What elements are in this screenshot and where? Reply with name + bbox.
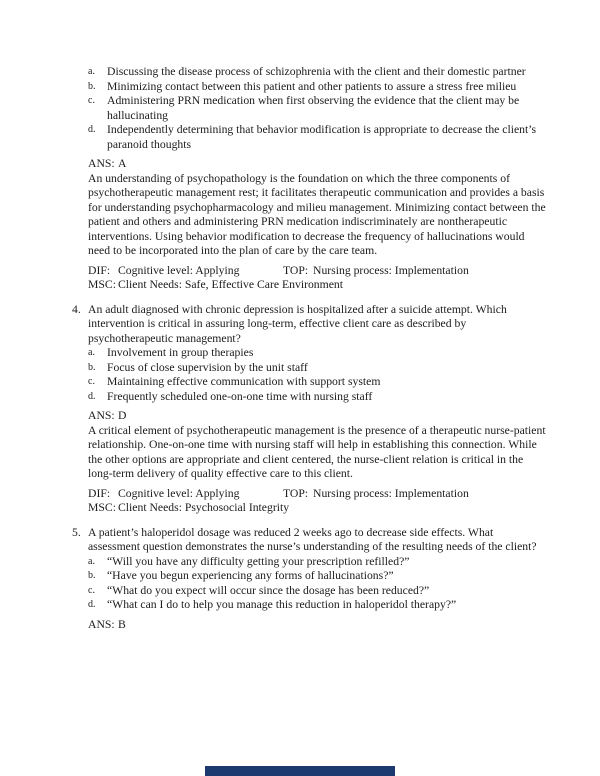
option-text: Discussing the disease process of schizophrenia with the client and their domestic partner (107, 65, 526, 78)
msc-label: MSC: (88, 278, 116, 291)
option-row (88, 598, 546, 613)
answer-line (88, 157, 546, 172)
msc-row (88, 501, 546, 516)
option-text: “What do you expect will occur since the dosage has been reduced?” (107, 583, 430, 597)
option-text: Maintaining effective communication with support system (107, 375, 381, 388)
question-block-4 (72, 303, 546, 516)
option-row (88, 123, 546, 152)
question-head (72, 303, 546, 347)
option-text: Minimizing contact between this patient and other patients to assure a stress free milieu (107, 79, 517, 93)
msc-row (88, 278, 546, 293)
option-row (88, 346, 546, 361)
rationale-text: An understanding of psychopathology is the foundation on which the three components of psychotherapeutic management rest; it facilitates therapeutic communication and provides a basis for understanding psychopharmacology and milieu management. Minimizing contact between the patient and others and administering PRN medication indiscriminately are nontherapeutic interventions. Using behavior modification to decrease the frequency of hallucinations would need to be incorporated into the plan of care by the care team. (88, 171, 546, 257)
msc-label: MSC: (88, 501, 116, 514)
top-value: Nursing process: Implementation (313, 263, 469, 277)
top-label: TOP: (283, 263, 309, 277)
option-row (88, 65, 546, 80)
answer-line (88, 409, 546, 424)
answer-value: B (118, 617, 126, 631)
answer-label: ANS: (88, 157, 115, 170)
option-row (88, 80, 546, 95)
answer-label: ANS: (88, 409, 115, 422)
option-row (88, 555, 546, 570)
question-options (88, 346, 546, 404)
question-number: 4. (72, 302, 81, 316)
option-text: Frequently scheduled one-on-one time with nursing staff (107, 389, 373, 403)
option-letter: c. (88, 95, 95, 106)
answer-line (88, 618, 546, 633)
option-letter: a. (88, 66, 95, 77)
answer-label: ANS: (88, 617, 115, 631)
option-row (88, 361, 546, 376)
option-letter: b. (88, 570, 96, 581)
question-block-3 (72, 65, 546, 293)
option-text: “What can I do to help you manage this reduction in haloperidol therapy?” (107, 598, 457, 611)
dif-top-row (88, 264, 546, 279)
option-text: “Will you have any difficulty getting your prescription refilled?” (107, 554, 410, 568)
question-meta (88, 264, 546, 293)
answer-value: A (118, 157, 127, 170)
option-letter: b. (88, 80, 96, 92)
question-meta (88, 487, 546, 516)
option-text: Independently determining that behavior modification is appropriate to decrease the client’s paranoid thoughts (107, 123, 537, 151)
answer-block (88, 157, 546, 259)
option-letter: c. (88, 376, 95, 387)
bottom-bar (205, 766, 395, 776)
option-letter: c. (88, 584, 95, 596)
top-value: Nursing process: Implementation (313, 486, 469, 500)
option-row (88, 390, 546, 405)
option-letter: d. (88, 124, 96, 135)
option-text: Involvement in group therapies (107, 346, 254, 359)
option-letter: b. (88, 361, 96, 373)
option-row (88, 375, 546, 390)
question-number: 5. (72, 525, 81, 539)
option-text: Focus of close supervision by the unit staff (107, 360, 308, 374)
option-letter: d. (88, 599, 96, 610)
dif-value: Cognitive level: Applying (118, 486, 240, 500)
question-options (88, 65, 546, 152)
question-options (88, 555, 546, 613)
question-stem: A patient’s haloperidol dosage was reduced 2 weeks ago to decrease side effects. What assessment question demonstrates the nurse’s understanding of the resulting needs of the client? (88, 525, 537, 553)
answer-block (88, 409, 546, 482)
option-row (88, 569, 546, 584)
question-stem: An adult diagnosed with chronic depression is hospitalized after a suicide attempt. Which intervention is critical in assuring long-term, effective client care as described by psychotherapeutic management? (88, 302, 507, 345)
option-letter: d. (88, 390, 96, 402)
option-letter: a. (88, 555, 95, 567)
option-row (88, 94, 546, 123)
top-label: TOP: (283, 486, 309, 500)
question-head (72, 526, 546, 555)
answer-value: D (118, 409, 127, 422)
option-text: “Have you begun experiencing any forms of hallucinations?” (107, 569, 394, 582)
rationale-text: A critical element of psychotherapeutic management is the presence of a therapeutic nurse-patient relationship. One-on-one time with nursing staff will help in establishing this connection. While the other options are appropriate and client centered, the nurse-client relation is critical in the long-term delivery of quality effective care to this client. (88, 423, 546, 480)
answer-block (88, 618, 546, 633)
dif-label: DIF: (88, 486, 111, 500)
dif-top-row (88, 487, 546, 502)
option-text: Administering PRN medication when first observing the evidence that the client may be hallucinating (107, 94, 520, 122)
option-row (88, 584, 546, 599)
msc-value: Client Needs: Psychosocial Integrity (118, 501, 290, 514)
dif-label: DIF: (88, 263, 111, 277)
option-letter: a. (88, 347, 95, 358)
question-block-5 (72, 526, 546, 633)
dif-value: Cognitive level: Applying (118, 263, 240, 277)
msc-value: Client Needs: Safe, Effective Care Environment (118, 278, 344, 291)
